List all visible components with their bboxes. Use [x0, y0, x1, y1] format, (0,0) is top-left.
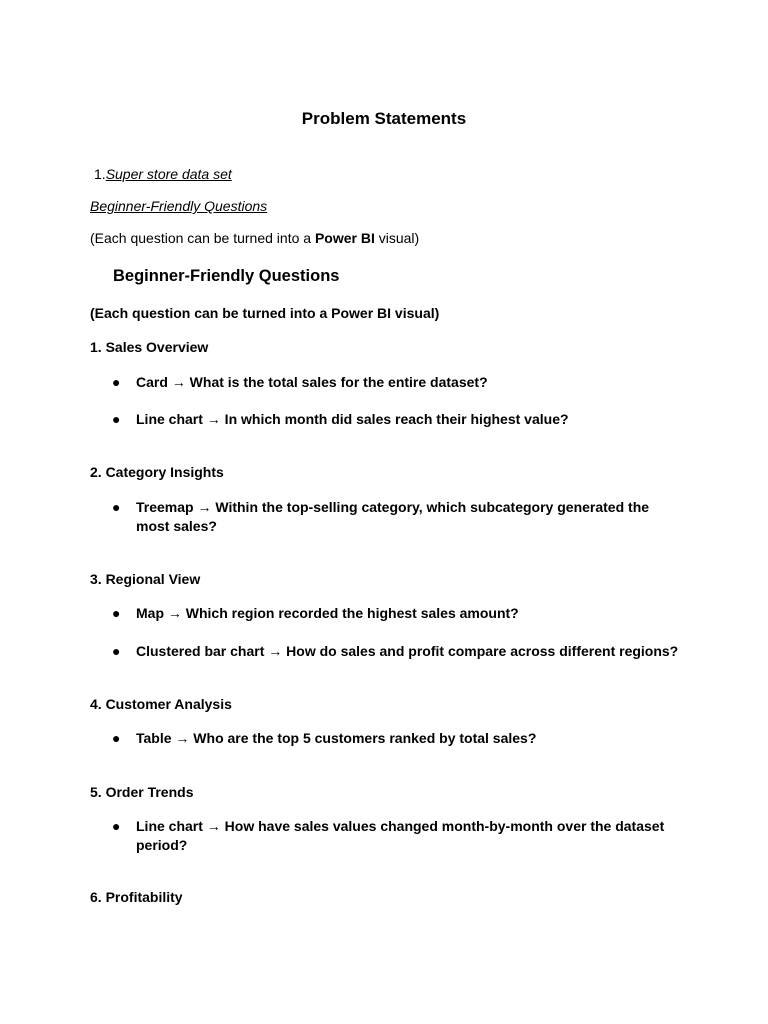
group-heading-category-insights: 2. Category Insights [90, 464, 224, 480]
group-heading-order-trends: 5. Order Trends [90, 784, 194, 800]
section-note: (Each question can be turned into a Power BI visual) [90, 305, 440, 321]
group-heading-profitability: 6. Profitability [90, 889, 183, 905]
group-heading-sales-overview: 1. Sales Overview [90, 339, 209, 355]
bullet-icon: ● [112, 730, 121, 746]
bullet-icon: ● [112, 411, 121, 427]
bullet-icon: ● [112, 374, 121, 390]
dataset-subtitle[interactable]: Beginner-Friendly Questions [90, 198, 268, 214]
dataset-note: (Each question can be turned into a Power BI visual) [90, 230, 420, 246]
bullet-icon: ● [112, 605, 121, 621]
bullet-icon: ● [112, 818, 121, 834]
bullet-icon: ● [112, 643, 121, 659]
bullet-icon: ● [112, 499, 121, 515]
section-heading: Beginner-Friendly Questions [113, 267, 340, 285]
dataset-number: 1. [94, 166, 106, 182]
dataset-name-link[interactable]: Super store data set [105, 166, 232, 182]
page-title: Problem Statements [301, 109, 467, 128]
dataset-line [94, 166, 232, 182]
group-heading-customer-analysis: 4. Customer Analysis [90, 696, 232, 712]
group-heading-regional-view: 3. Regional View [90, 571, 201, 587]
